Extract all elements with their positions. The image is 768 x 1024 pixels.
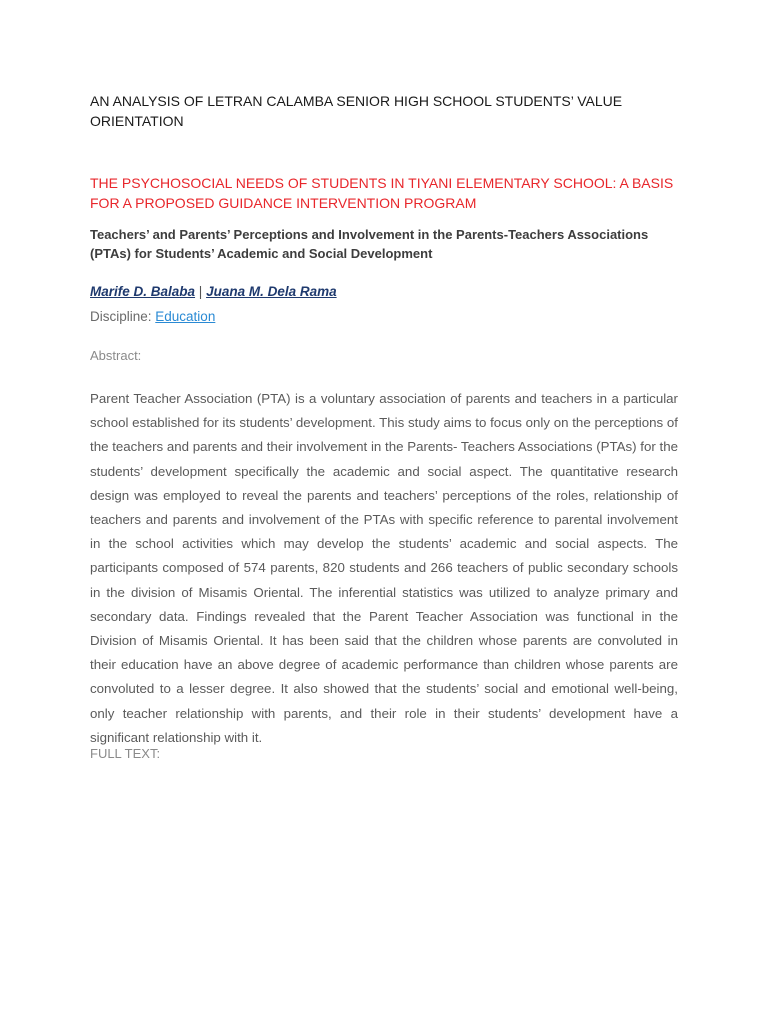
discipline-line (90, 308, 215, 326)
fulltext-label: FULL TEXT: (90, 746, 161, 761)
paper-title: Teachers’ and Parents’ Perceptions and Involvement in the Parents-Teachers Associations (PTAs) for Students’ Academic and Social Development (90, 227, 649, 261)
author-link-dela-rama[interactable]: Juana M. Dela Rama (206, 284, 337, 299)
author-link-balaba[interactable]: Marife D. Balaba (90, 284, 196, 299)
discipline-label: Discipline: (90, 309, 156, 324)
abstract-text: Parent Teacher Association (PTA) is a voluntary association of parents and teachers in a particular school established for its students’ development. This study aims to focus only on the perceptions of the teachers and parents and their involvement in the Parents- Teachers Associations (PTAs) for the students’ development specifically the academic and social aspect. The quantitative research design was employed to reveal the parents and teachers’ perceptions of the roles, relationship of teachers and parents and involvement of the PTAs with specific reference to parental involvement in the school activities which may develop the students’ academic and social aspects. The participants composed of 574 parents, 820 students and 266 teachers of public secondary schools in the division of Misamis Oriental. The inferential statistics was utilized to analyze primary and secondary data. Findings revealed that the Parent Teacher Association was functional in the Division of Misamis Oriental. It has been said that the children whose parents are convoluted in their education have an above degree of academic performance than children whose parents are convoluted to a lesser degree. It also showed that the students’ social and emotional well-being, only teacher relationship with parents, and their role in their students’ development have a significant relationship with it. (90, 391, 678, 745)
related-title-letran[interactable]: AN ANALYSIS OF LETRAN CALAMBA SENIOR HIGH SCHOOL STUDENTS’ VALUE ORIENTATION (90, 93, 623, 129)
author-separator: | (195, 284, 207, 299)
abstract-label: Abstract: (90, 348, 142, 363)
related-title-tiyani[interactable]: THE PSYCHOSOCIAL NEEDS OF STUDENTS IN TIYANI ELEMENTARY SCHOOL: A BASIS FOR A PROPOSED GUIDANCE INTERVENTION PROGRAM (90, 175, 674, 211)
discipline-link[interactable]: Education (155, 309, 216, 324)
author-line (90, 283, 337, 301)
